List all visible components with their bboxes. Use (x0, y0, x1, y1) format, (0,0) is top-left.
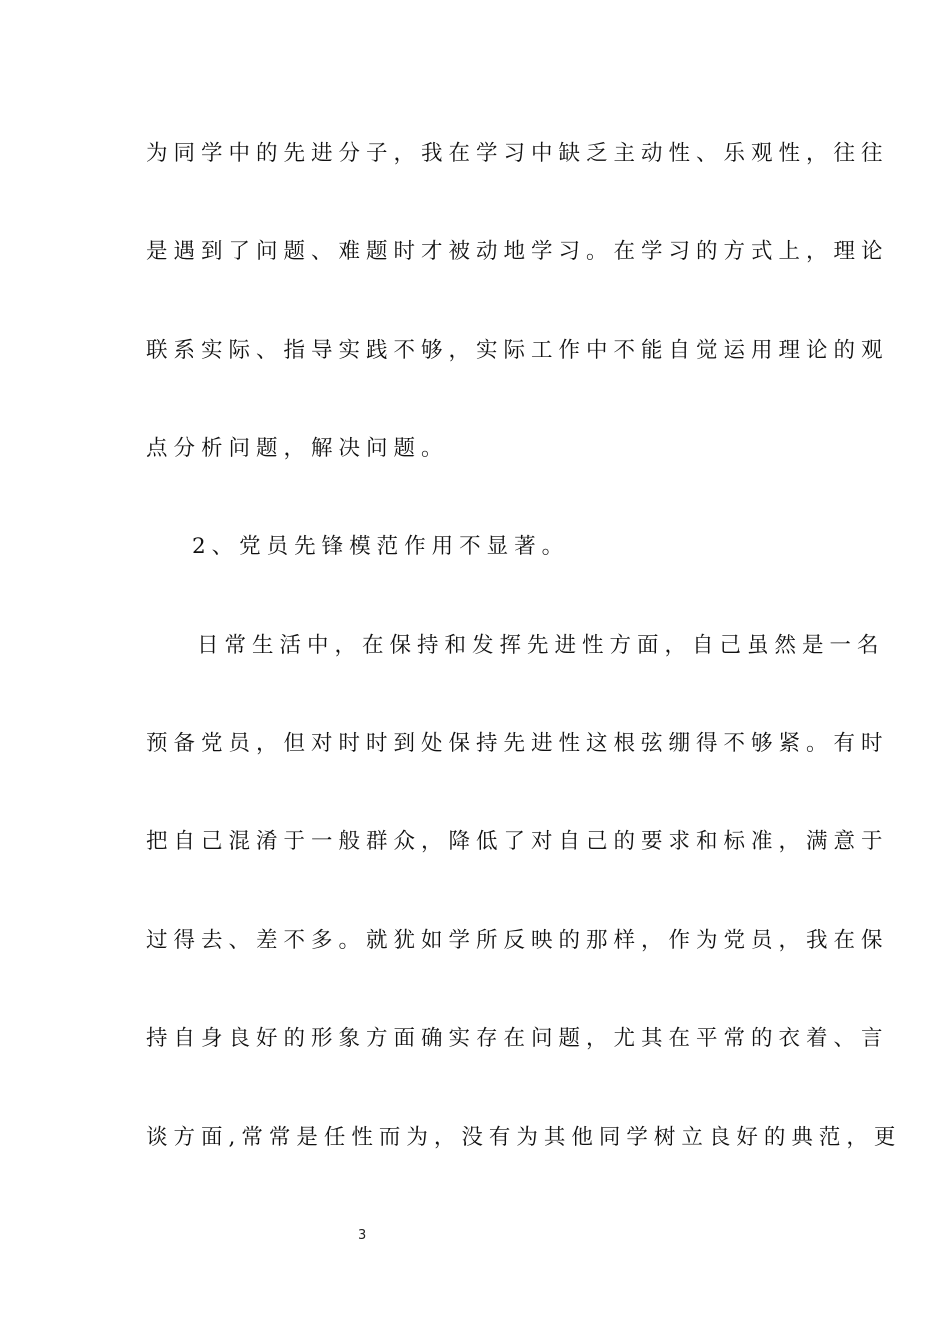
paragraph-line: 是遇到了问题、难题时才被动地学习。在学习的方式上，理论 (146, 239, 889, 264)
paragraph-line: 预备党员，但对时时到处保持先进性这根弦绷得不够紧。有时 (146, 731, 889, 756)
paragraph-line: 联系实际、指导实践不够，实际工作中不能自觉运用理论的观 (146, 338, 889, 363)
paragraph-line: 日常生活中，在保持和发挥先进性方面，自己虽然是一名 (197, 633, 885, 658)
paragraph-line: 为同学中的先进分子，我在学习中缺乏主动性、乐观性，往往 (146, 141, 889, 166)
paragraph-line: 把自己混淆于一般群众，降低了对自己的要求和标准，满意于 (146, 829, 889, 854)
paragraph-line: 过得去、差不多。就犹如学所反映的那样，作为党员，我在保 (146, 928, 889, 953)
paragraph-line: 持自身良好的形象方面确实存在问题，尤其在平常的衣着、言 (146, 1026, 889, 1051)
paragraph-line: 谈方面,常常是任性而为，没有为其他同学树立良好的典范，更 (146, 1125, 902, 1150)
section-heading: 2、党员先锋模范作用不显著。 (192, 534, 570, 559)
page-number: 3 (358, 1228, 367, 1243)
paragraph-line: 点分析问题，解决问题。 (146, 436, 449, 461)
